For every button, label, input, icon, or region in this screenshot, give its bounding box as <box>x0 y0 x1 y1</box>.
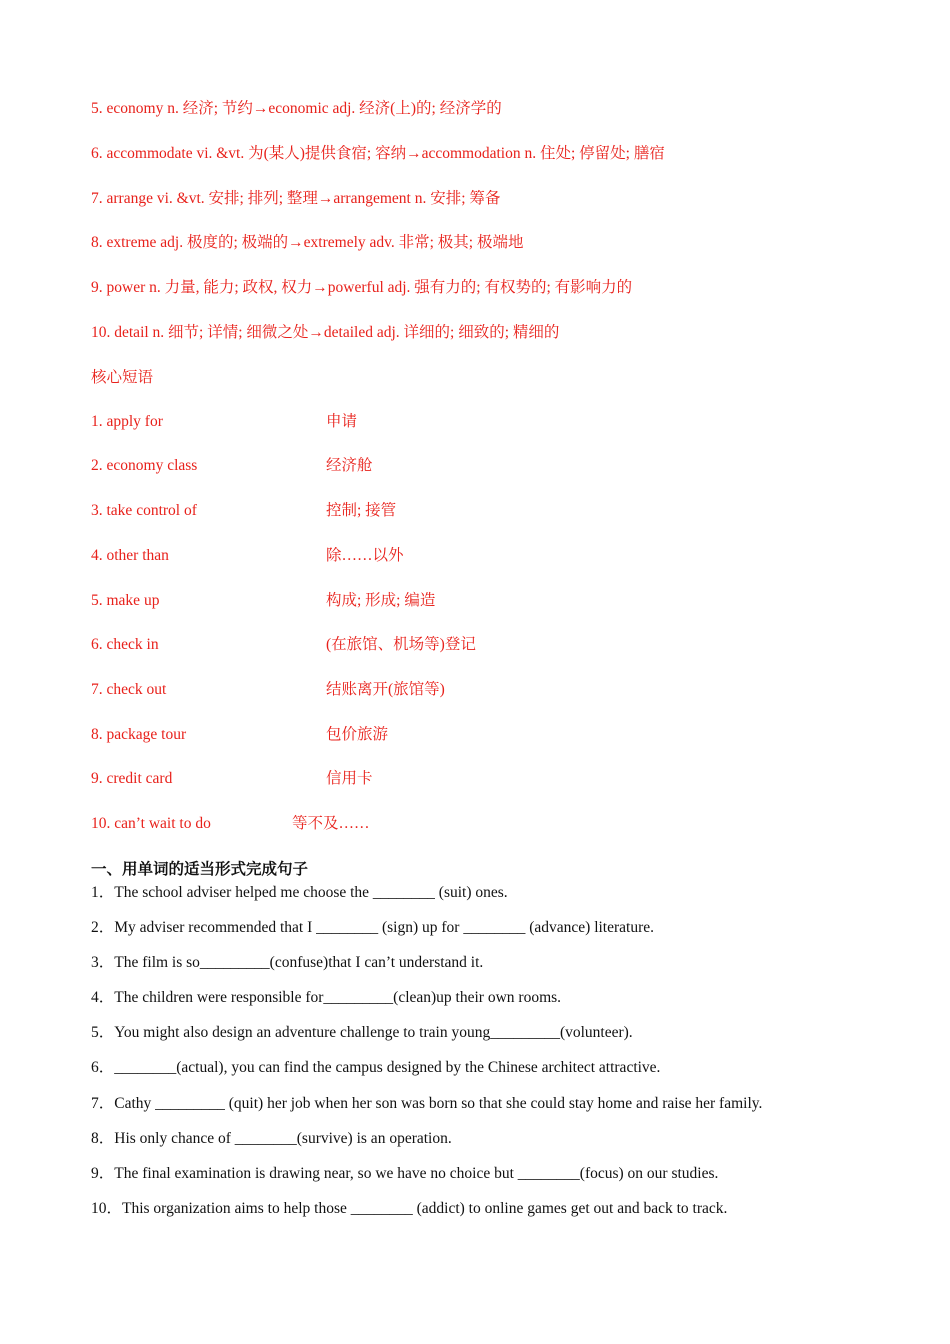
word-item-9: 9. power n. 力量, 能力; 政权, 权力→powerful adj. 强有力的; 有权势的; 有影响力的 <box>91 279 633 296</box>
word-item-7: 7. arrange vi. &vt. 安排; 排列; 整理→arrangement n. 安排; 筹备 <box>91 190 501 207</box>
phrase-en: 10. can’t wait to do <box>91 815 211 832</box>
exercise-item: 8．His only chance of ________(survive) is an operation. <box>91 1130 452 1147</box>
phrase-cn: 经济舱 <box>326 457 373 474</box>
phrase-cn: 构成; 形成; 编造 <box>326 592 436 609</box>
exercise-item: 2．My adviser recommended that I ________ (sign) up for ________ (advance) literature. <box>91 919 655 936</box>
phrase-en: 4. other than <box>91 547 169 564</box>
phrase-cn: 控制; 接管 <box>326 502 397 519</box>
exercise-item: 9．The final examination is drawing near, so we have no choice but ________(focus) on our studies. <box>91 1165 719 1182</box>
exercise-item: 4．The children were responsible for_________(clean)up their own rooms. <box>91 989 562 1006</box>
phrase-cn: (在旅馆、机场等)登记 <box>326 636 476 653</box>
exercise-item: 6．________(actual), you can find the campus designed by the Chinese architect attractive. <box>91 1059 661 1076</box>
phrase-en: 7. check out <box>91 681 167 698</box>
exercise-item: 1．The school adviser helped me choose the ________ (suit) ones. <box>91 884 508 901</box>
word-item-10: 10. detail n. 细节; 详情; 细微之处→detailed adj. 详细的; 细致的; 精细的 <box>91 324 560 341</box>
phrase-cn: 等不及…… <box>292 815 370 832</box>
exercise-title: 一、用单词的适当形式完成句子 <box>91 860 309 878</box>
exercise-item: 5．You might also design an adventure challenge to train young_________(volunteer). <box>91 1024 633 1041</box>
exercise-item: 10．This organization aims to help those ________ (addict) to online games get out and back to track. <box>91 1200 728 1217</box>
exercise-item: 7．Cathy _________ (quit) her job when her son was born so that she could stay home and raise her family. <box>91 1095 763 1112</box>
phrase-en: 8. package tour <box>91 726 187 743</box>
word-item-8: 8. extreme adj. 极度的; 极端的→extremely adv. 非常; 极其; 极端地 <box>91 234 524 251</box>
phrase-cn: 信用卡 <box>326 770 373 787</box>
exercise-item: 3．The film is so_________(confuse)that I can’t understand it. <box>91 954 484 971</box>
phrases-heading: 核心短语 <box>91 369 154 386</box>
word-item-5: 5. economy n. 经济; 节约→economic adj. 经济(上)的; 经济学的 <box>91 100 502 117</box>
phrase-en: 6. check in <box>91 636 159 653</box>
phrase-cn: 包价旅游 <box>326 726 389 743</box>
phrase-en: 5. make up <box>91 592 160 609</box>
phrase-en: 2. economy class <box>91 457 198 474</box>
word-item-6: 6. accommodate vi. &vt. 为(某人)提供食宿; 容纳→accommodation n. 住处; 停留处; 膳宿 <box>91 145 665 162</box>
phrase-en: 9. credit card <box>91 770 173 787</box>
phrase-cn: 申请 <box>326 413 358 430</box>
phrase-cn: 除……以外 <box>326 547 404 564</box>
phrase-en: 1. apply for <box>91 413 163 430</box>
phrase-en: 3. take control of <box>91 502 197 519</box>
phrase-cn: 结账离开(旅馆等) <box>326 681 445 698</box>
